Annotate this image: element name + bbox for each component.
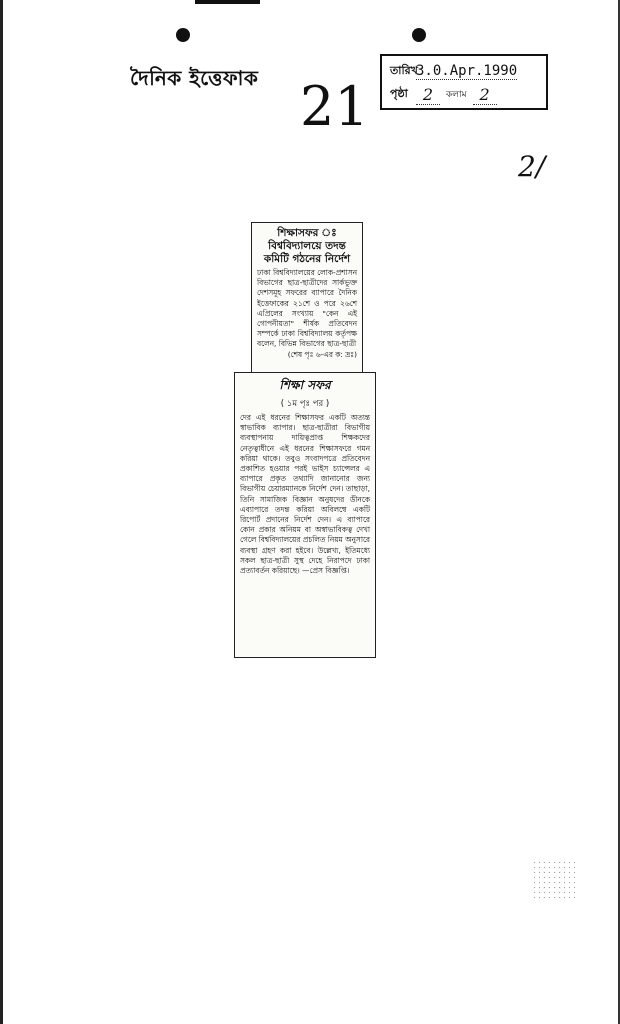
stamp-page-row [390, 83, 538, 106]
news-clipping-continuation [234, 372, 376, 658]
continuation-reference: ( ১ম পৃঃ পর ) [280, 399, 330, 409]
continuation-note: (শেষ পৃঃ ৬-এর ক: দ্রঃ) [287, 349, 357, 359]
handwritten-page-number: 21 [300, 75, 369, 138]
stamp-page-label: পৃষ্ঠা [390, 87, 408, 100]
stamp-date-row [390, 60, 538, 83]
punch-hole-icon [412, 28, 426, 42]
clipping-headline: শিক্ষাসফর ঃ বিশ্ববিদ্যালয়ে তদন্ত কমিটি গঠনের নির্দেশ [263, 227, 351, 265]
archive-stamp [380, 54, 548, 110]
newspaper-masthead: দৈনিক ইত্তেফাক [130, 66, 259, 90]
page-left-edge [0, 0, 3, 1024]
stamp-date-value: 3.0.Apr.1990 [416, 63, 518, 79]
handwritten-mark: 2/ [518, 150, 546, 183]
continuation-body: দের এই ধরনের শিক্ষাসফর একটি অত্যন্ত স্বাভাবিক ব্যাপার। ছাত্র-ছাত্রীরা বিভাগীয় ব্যবস্থাপনায় দায়িত্বপ্রাপ্ত শিক্ষকদের নেতৃত্বাধীনে এই ধরনের শিক্ষাসফরে গমন করিয়া থাকে। তবুও সংবাদপত্রে প্রতিবেদন প্রকাশিত হওয়ার পরই ভাইস চ্যান্সেলর এ ব্যাপারে প্রকৃত তথ্যাদি জানানোর জন্য বিভাগীয় চেয়ারম্যানকে নির্দেশ দেন। তাছাড়া, তিনি সামাজিক বিজ্ঞান অনুষদের ডীনকে এব্যাপারে তদন্ত করিয়া অবিলম্বে একটি রিপোর্ট প্রদানের নির্দেশ দেন। এ ব্যাপারে কোন প্রকার অনিয়ম বা অস্বাভাবিকত্ব দেখা গেলে বিশ্ববিদ্যালয়ের প্রচলিত নিয়ম অনুসারে ব্যবস্থা গ্রহণ করা হইবে। উল্লেখ্য, ইতিমধ্যে সকল ছাত্র-ছাত্রী সুস্থ দেহে নিরাপদে ঢাকা প্রত্যাবর্তন করিয়াছে। —প্রেস বিজ্ঞপ্তি। [240, 413, 370, 576]
paper-speckle [532, 860, 576, 900]
punch-hole-icon [176, 28, 190, 42]
news-clipping-front [251, 222, 363, 374]
stamp-page-value: 2 [416, 85, 440, 105]
clipping-body: ঢাকা বিশ্ববিদ্যালয়ের লোক-প্রশাসন বিভাগের ছাত্র-ছাত্রীদের সার্কভুক্ত দেশসমূহ সফরের ব্যাপারে দৈনিক ইত্তেফাকের ২১শে ও পরে ২৬শে এপ্রিলের সংখ্যায় "কেন এই গোপনীয়তা" শীর্ষক প্রতিবেদন সম্পর্কে ঢাকা বিশ্ববিদ্যালয় কর্তৃপক্ষ বলেন, বিভিন্ন বিভাগের ছাত্র-ছাত্রী [257, 268, 357, 349]
continuation-title: শিক্ষা সফর [279, 378, 331, 392]
stamp-column-value: 2 [473, 85, 497, 105]
top-binding-mark [195, 0, 260, 4]
stamp-column-label: কলাম [446, 90, 467, 100]
stamp-date-label: তারিখ [390, 64, 418, 77]
